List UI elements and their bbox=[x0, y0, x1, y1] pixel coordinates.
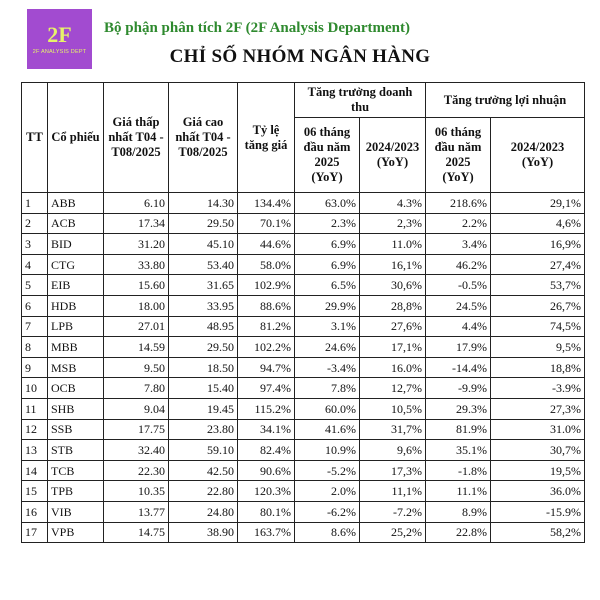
cell-ticker: MBB bbox=[48, 337, 104, 358]
cell-price-change: 102.2% bbox=[238, 337, 295, 358]
cell-low-price: 14.75 bbox=[104, 522, 169, 543]
page-title: CHỈ SỐ NHÓM NGÂN HÀNG bbox=[169, 46, 431, 67]
table-row bbox=[22, 193, 585, 214]
table-row bbox=[22, 501, 585, 522]
cell-revenue-2024-2023: 16.0% bbox=[360, 357, 426, 378]
cell-profit-h1-2025: 46.2% bbox=[426, 254, 491, 275]
table-row bbox=[22, 275, 585, 296]
cell-revenue-h1-2025: 6.9% bbox=[295, 234, 360, 255]
cell-revenue-2024-2023: 11,1% bbox=[360, 481, 426, 502]
cell-tt: 6 bbox=[22, 295, 48, 316]
cell-price-change: 58.0% bbox=[238, 254, 295, 275]
cell-tt: 3 bbox=[22, 234, 48, 255]
cell-price-change: 97.4% bbox=[238, 378, 295, 399]
cell-low-price: 18.00 bbox=[104, 295, 169, 316]
table-row bbox=[22, 460, 585, 481]
cell-ticker: TPB bbox=[48, 481, 104, 502]
cell-tt: 5 bbox=[22, 275, 48, 296]
cell-revenue-h1-2025: 29.9% bbox=[295, 295, 360, 316]
table-row bbox=[22, 398, 585, 419]
cell-revenue-2024-2023: 28,8% bbox=[360, 295, 426, 316]
cell-revenue-h1-2025: 10.9% bbox=[295, 440, 360, 461]
cell-high-price: 53.40 bbox=[169, 254, 238, 275]
col-header-revenue-2024-2023: 2024/2023 (YoY) bbox=[360, 118, 426, 193]
bank-index-table bbox=[21, 82, 585, 543]
cell-price-change: 120.3% bbox=[238, 481, 295, 502]
cell-profit-2024-2023: 26,7% bbox=[491, 295, 585, 316]
cell-low-price: 14.59 bbox=[104, 337, 169, 358]
cell-high-price: 15.40 bbox=[169, 378, 238, 399]
cell-ticker: TCB bbox=[48, 460, 104, 481]
cell-price-change: 82.4% bbox=[238, 440, 295, 461]
cell-ticker: ABB bbox=[48, 193, 104, 214]
cell-profit-2024-2023: 74,5% bbox=[491, 316, 585, 337]
cell-high-price: 48.95 bbox=[169, 316, 238, 337]
table-row bbox=[22, 234, 585, 255]
cell-low-price: 6.10 bbox=[104, 193, 169, 214]
cell-revenue-h1-2025: 2.3% bbox=[295, 213, 360, 234]
table-row bbox=[22, 419, 585, 440]
cell-low-price: 9.04 bbox=[104, 398, 169, 419]
cell-revenue-2024-2023: 16,1% bbox=[360, 254, 426, 275]
cell-price-change: 81.2% bbox=[238, 316, 295, 337]
cell-tt: 2 bbox=[22, 213, 48, 234]
table-row bbox=[22, 295, 585, 316]
cell-high-price: 59.10 bbox=[169, 440, 238, 461]
cell-profit-h1-2025: -1.8% bbox=[426, 460, 491, 481]
cell-profit-h1-2025: 29.3% bbox=[426, 398, 491, 419]
cell-high-price: 45.10 bbox=[169, 234, 238, 255]
cell-tt: 1 bbox=[22, 193, 48, 214]
cell-price-change: 134.4% bbox=[238, 193, 295, 214]
cell-low-price: 17.34 bbox=[104, 213, 169, 234]
cell-revenue-h1-2025: -6.2% bbox=[295, 501, 360, 522]
cell-profit-h1-2025: 22.8% bbox=[426, 522, 491, 543]
cell-high-price: 23.80 bbox=[169, 419, 238, 440]
cell-high-price: 22.80 bbox=[169, 481, 238, 502]
cell-revenue-2024-2023: 11.0% bbox=[360, 234, 426, 255]
cell-tt: 14 bbox=[22, 460, 48, 481]
cell-revenue-h1-2025: -3.4% bbox=[295, 357, 360, 378]
cell-ticker: MSB bbox=[48, 357, 104, 378]
cell-profit-2024-2023: 31.0% bbox=[491, 419, 585, 440]
col-header-tt: TT bbox=[22, 83, 48, 193]
cell-high-price: 14.30 bbox=[169, 193, 238, 214]
cell-price-change: 88.6% bbox=[238, 295, 295, 316]
cell-revenue-2024-2023: 17,1% bbox=[360, 337, 426, 358]
cell-profit-2024-2023: 30,7% bbox=[491, 440, 585, 461]
cell-low-price: 10.35 bbox=[104, 481, 169, 502]
cell-low-price: 31.20 bbox=[104, 234, 169, 255]
cell-profit-h1-2025: 8.9% bbox=[426, 501, 491, 522]
cell-tt: 7 bbox=[22, 316, 48, 337]
cell-profit-2024-2023: 16,9% bbox=[491, 234, 585, 255]
cell-ticker: LPB bbox=[48, 316, 104, 337]
cell-tt: 9 bbox=[22, 357, 48, 378]
cell-price-change: 94.7% bbox=[238, 357, 295, 378]
col-header-low-price: Giá thấp nhất T04 - T08/2025 bbox=[104, 83, 169, 193]
cell-ticker: OCB bbox=[48, 378, 104, 399]
cell-high-price: 19.45 bbox=[169, 398, 238, 419]
cell-tt: 10 bbox=[22, 378, 48, 399]
col-header-profit-h1-2025: 06 tháng đầu năm 2025 (YoY) bbox=[426, 118, 491, 193]
col-group-revenue-growth: Tăng trưởng doanh thu bbox=[295, 83, 426, 118]
cell-high-price: 42.50 bbox=[169, 460, 238, 481]
cell-low-price: 7.80 bbox=[104, 378, 169, 399]
cell-low-price: 27.01 bbox=[104, 316, 169, 337]
cell-revenue-h1-2025: 7.8% bbox=[295, 378, 360, 399]
cell-price-change: 90.6% bbox=[238, 460, 295, 481]
cell-profit-h1-2025: 81.9% bbox=[426, 419, 491, 440]
cell-revenue-h1-2025: 2.0% bbox=[295, 481, 360, 502]
col-header-profit-2024-2023: 2024/2023 (YoY) bbox=[491, 118, 585, 193]
logo-subtext: 2F ANALYSIS DEPT bbox=[32, 48, 87, 55]
cell-high-price: 18.50 bbox=[169, 357, 238, 378]
cell-profit-h1-2025: -14.4% bbox=[426, 357, 491, 378]
cell-ticker: SHB bbox=[48, 398, 104, 419]
col-header-price-change: Tỷ lệ tăng giá bbox=[238, 83, 295, 193]
cell-revenue-2024-2023: 10,5% bbox=[360, 398, 426, 419]
cell-low-price: 15.60 bbox=[104, 275, 169, 296]
cell-ticker: VIB bbox=[48, 501, 104, 522]
cell-ticker: ACB bbox=[48, 213, 104, 234]
cell-profit-h1-2025: -9.9% bbox=[426, 378, 491, 399]
table-row bbox=[22, 316, 585, 337]
cell-price-change: 70.1% bbox=[238, 213, 295, 234]
cell-price-change: 163.7% bbox=[238, 522, 295, 543]
cell-price-change: 102.9% bbox=[238, 275, 295, 296]
cell-low-price: 32.40 bbox=[104, 440, 169, 461]
cell-tt: 12 bbox=[22, 419, 48, 440]
table-row bbox=[22, 481, 585, 502]
table-row bbox=[22, 378, 585, 399]
cell-profit-2024-2023: 27,3% bbox=[491, 398, 585, 419]
cell-tt: 16 bbox=[22, 501, 48, 522]
table-row bbox=[22, 254, 585, 275]
col-group-profit-growth: Tăng trưởng lợi nhuận bbox=[426, 83, 585, 118]
cell-low-price: 9.50 bbox=[104, 357, 169, 378]
cell-ticker: BID bbox=[48, 234, 104, 255]
cell-revenue-2024-2023: 2,3% bbox=[360, 213, 426, 234]
cell-profit-h1-2025: 4.4% bbox=[426, 316, 491, 337]
cell-ticker: EIB bbox=[48, 275, 104, 296]
cell-profit-h1-2025: 11.1% bbox=[426, 481, 491, 502]
cell-profit-h1-2025: 24.5% bbox=[426, 295, 491, 316]
logo-text: 2F bbox=[47, 21, 72, 47]
cell-revenue-2024-2023: 9,6% bbox=[360, 440, 426, 461]
cell-price-change: 80.1% bbox=[238, 501, 295, 522]
cell-tt: 4 bbox=[22, 254, 48, 275]
cell-profit-h1-2025: 2.2% bbox=[426, 213, 491, 234]
cell-profit-2024-2023: 9,5% bbox=[491, 337, 585, 358]
cell-revenue-2024-2023: 4.3% bbox=[360, 193, 426, 214]
cell-revenue-2024-2023: -7.2% bbox=[360, 501, 426, 522]
header-row-top bbox=[22, 83, 585, 118]
cell-low-price: 13.77 bbox=[104, 501, 169, 522]
cell-profit-2024-2023: -15.9% bbox=[491, 501, 585, 522]
cell-high-price: 29.50 bbox=[169, 337, 238, 358]
table-row bbox=[22, 357, 585, 378]
cell-profit-h1-2025: 35.1% bbox=[426, 440, 491, 461]
cell-profit-2024-2023: 58,2% bbox=[491, 522, 585, 543]
cell-high-price: 24.80 bbox=[169, 501, 238, 522]
cell-profit-2024-2023: 29,1% bbox=[491, 193, 585, 214]
cell-profit-h1-2025: 3.4% bbox=[426, 234, 491, 255]
col-header-revenue-h1-2025: 06 tháng đầu năm 2025 (YoY) bbox=[295, 118, 360, 193]
table-body bbox=[22, 193, 585, 543]
table-row bbox=[22, 440, 585, 461]
table-row bbox=[22, 213, 585, 234]
cell-profit-2024-2023: 18,8% bbox=[491, 357, 585, 378]
cell-tt: 15 bbox=[22, 481, 48, 502]
cell-profit-h1-2025: -0.5% bbox=[426, 275, 491, 296]
cell-ticker: SSB bbox=[48, 419, 104, 440]
cell-revenue-h1-2025: -5.2% bbox=[295, 460, 360, 481]
cell-low-price: 33.80 bbox=[104, 254, 169, 275]
cell-profit-2024-2023: 19,5% bbox=[491, 460, 585, 481]
cell-price-change: 115.2% bbox=[238, 398, 295, 419]
cell-tt: 11 bbox=[22, 398, 48, 419]
cell-ticker: STB bbox=[48, 440, 104, 461]
cell-ticker: CTG bbox=[48, 254, 104, 275]
cell-high-price: 38.90 bbox=[169, 522, 238, 543]
cell-tt: 13 bbox=[22, 440, 48, 461]
cell-revenue-h1-2025: 24.6% bbox=[295, 337, 360, 358]
department-name: Bộ phận phân tích 2F (2F Analysis Department) bbox=[104, 20, 411, 36]
cell-high-price: 31.65 bbox=[169, 275, 238, 296]
cell-revenue-h1-2025: 41.6% bbox=[295, 419, 360, 440]
cell-profit-2024-2023: 53,7% bbox=[491, 275, 585, 296]
cell-ticker: HDB bbox=[48, 295, 104, 316]
cell-price-change: 44.6% bbox=[238, 234, 295, 255]
cell-profit-h1-2025: 17.9% bbox=[426, 337, 491, 358]
cell-revenue-2024-2023: 12,7% bbox=[360, 378, 426, 399]
cell-ticker: VPB bbox=[48, 522, 104, 543]
cell-low-price: 22.30 bbox=[104, 460, 169, 481]
cell-tt: 8 bbox=[22, 337, 48, 358]
cell-revenue-2024-2023: 31,7% bbox=[360, 419, 426, 440]
cell-revenue-2024-2023: 27,6% bbox=[360, 316, 426, 337]
cell-profit-2024-2023: 36.0% bbox=[491, 481, 585, 502]
cell-revenue-2024-2023: 30,6% bbox=[360, 275, 426, 296]
cell-profit-2024-2023: -3.9% bbox=[491, 378, 585, 399]
cell-revenue-h1-2025: 60.0% bbox=[295, 398, 360, 419]
cell-revenue-h1-2025: 6.9% bbox=[295, 254, 360, 275]
cell-tt: 17 bbox=[22, 522, 48, 543]
cell-revenue-h1-2025: 6.5% bbox=[295, 275, 360, 296]
cell-price-change: 34.1% bbox=[238, 419, 295, 440]
cell-profit-h1-2025: 218.6% bbox=[426, 193, 491, 214]
cell-revenue-h1-2025: 8.6% bbox=[295, 522, 360, 543]
cell-revenue-h1-2025: 63.0% bbox=[295, 193, 360, 214]
cell-profit-2024-2023: 4,6% bbox=[491, 213, 585, 234]
cell-revenue-h1-2025: 3.1% bbox=[295, 316, 360, 337]
cell-revenue-2024-2023: 25,2% bbox=[360, 522, 426, 543]
col-header-high-price: Giá cao nhất T04 - T08/2025 bbox=[169, 83, 238, 193]
cell-low-price: 17.75 bbox=[104, 419, 169, 440]
col-header-ticker: Cổ phiếu bbox=[48, 83, 104, 193]
cell-profit-2024-2023: 27,4% bbox=[491, 254, 585, 275]
table-row bbox=[22, 337, 585, 358]
cell-revenue-2024-2023: 17,3% bbox=[360, 460, 426, 481]
table-row bbox=[22, 522, 585, 543]
cell-high-price: 33.95 bbox=[169, 295, 238, 316]
cell-high-price: 29.50 bbox=[169, 213, 238, 234]
